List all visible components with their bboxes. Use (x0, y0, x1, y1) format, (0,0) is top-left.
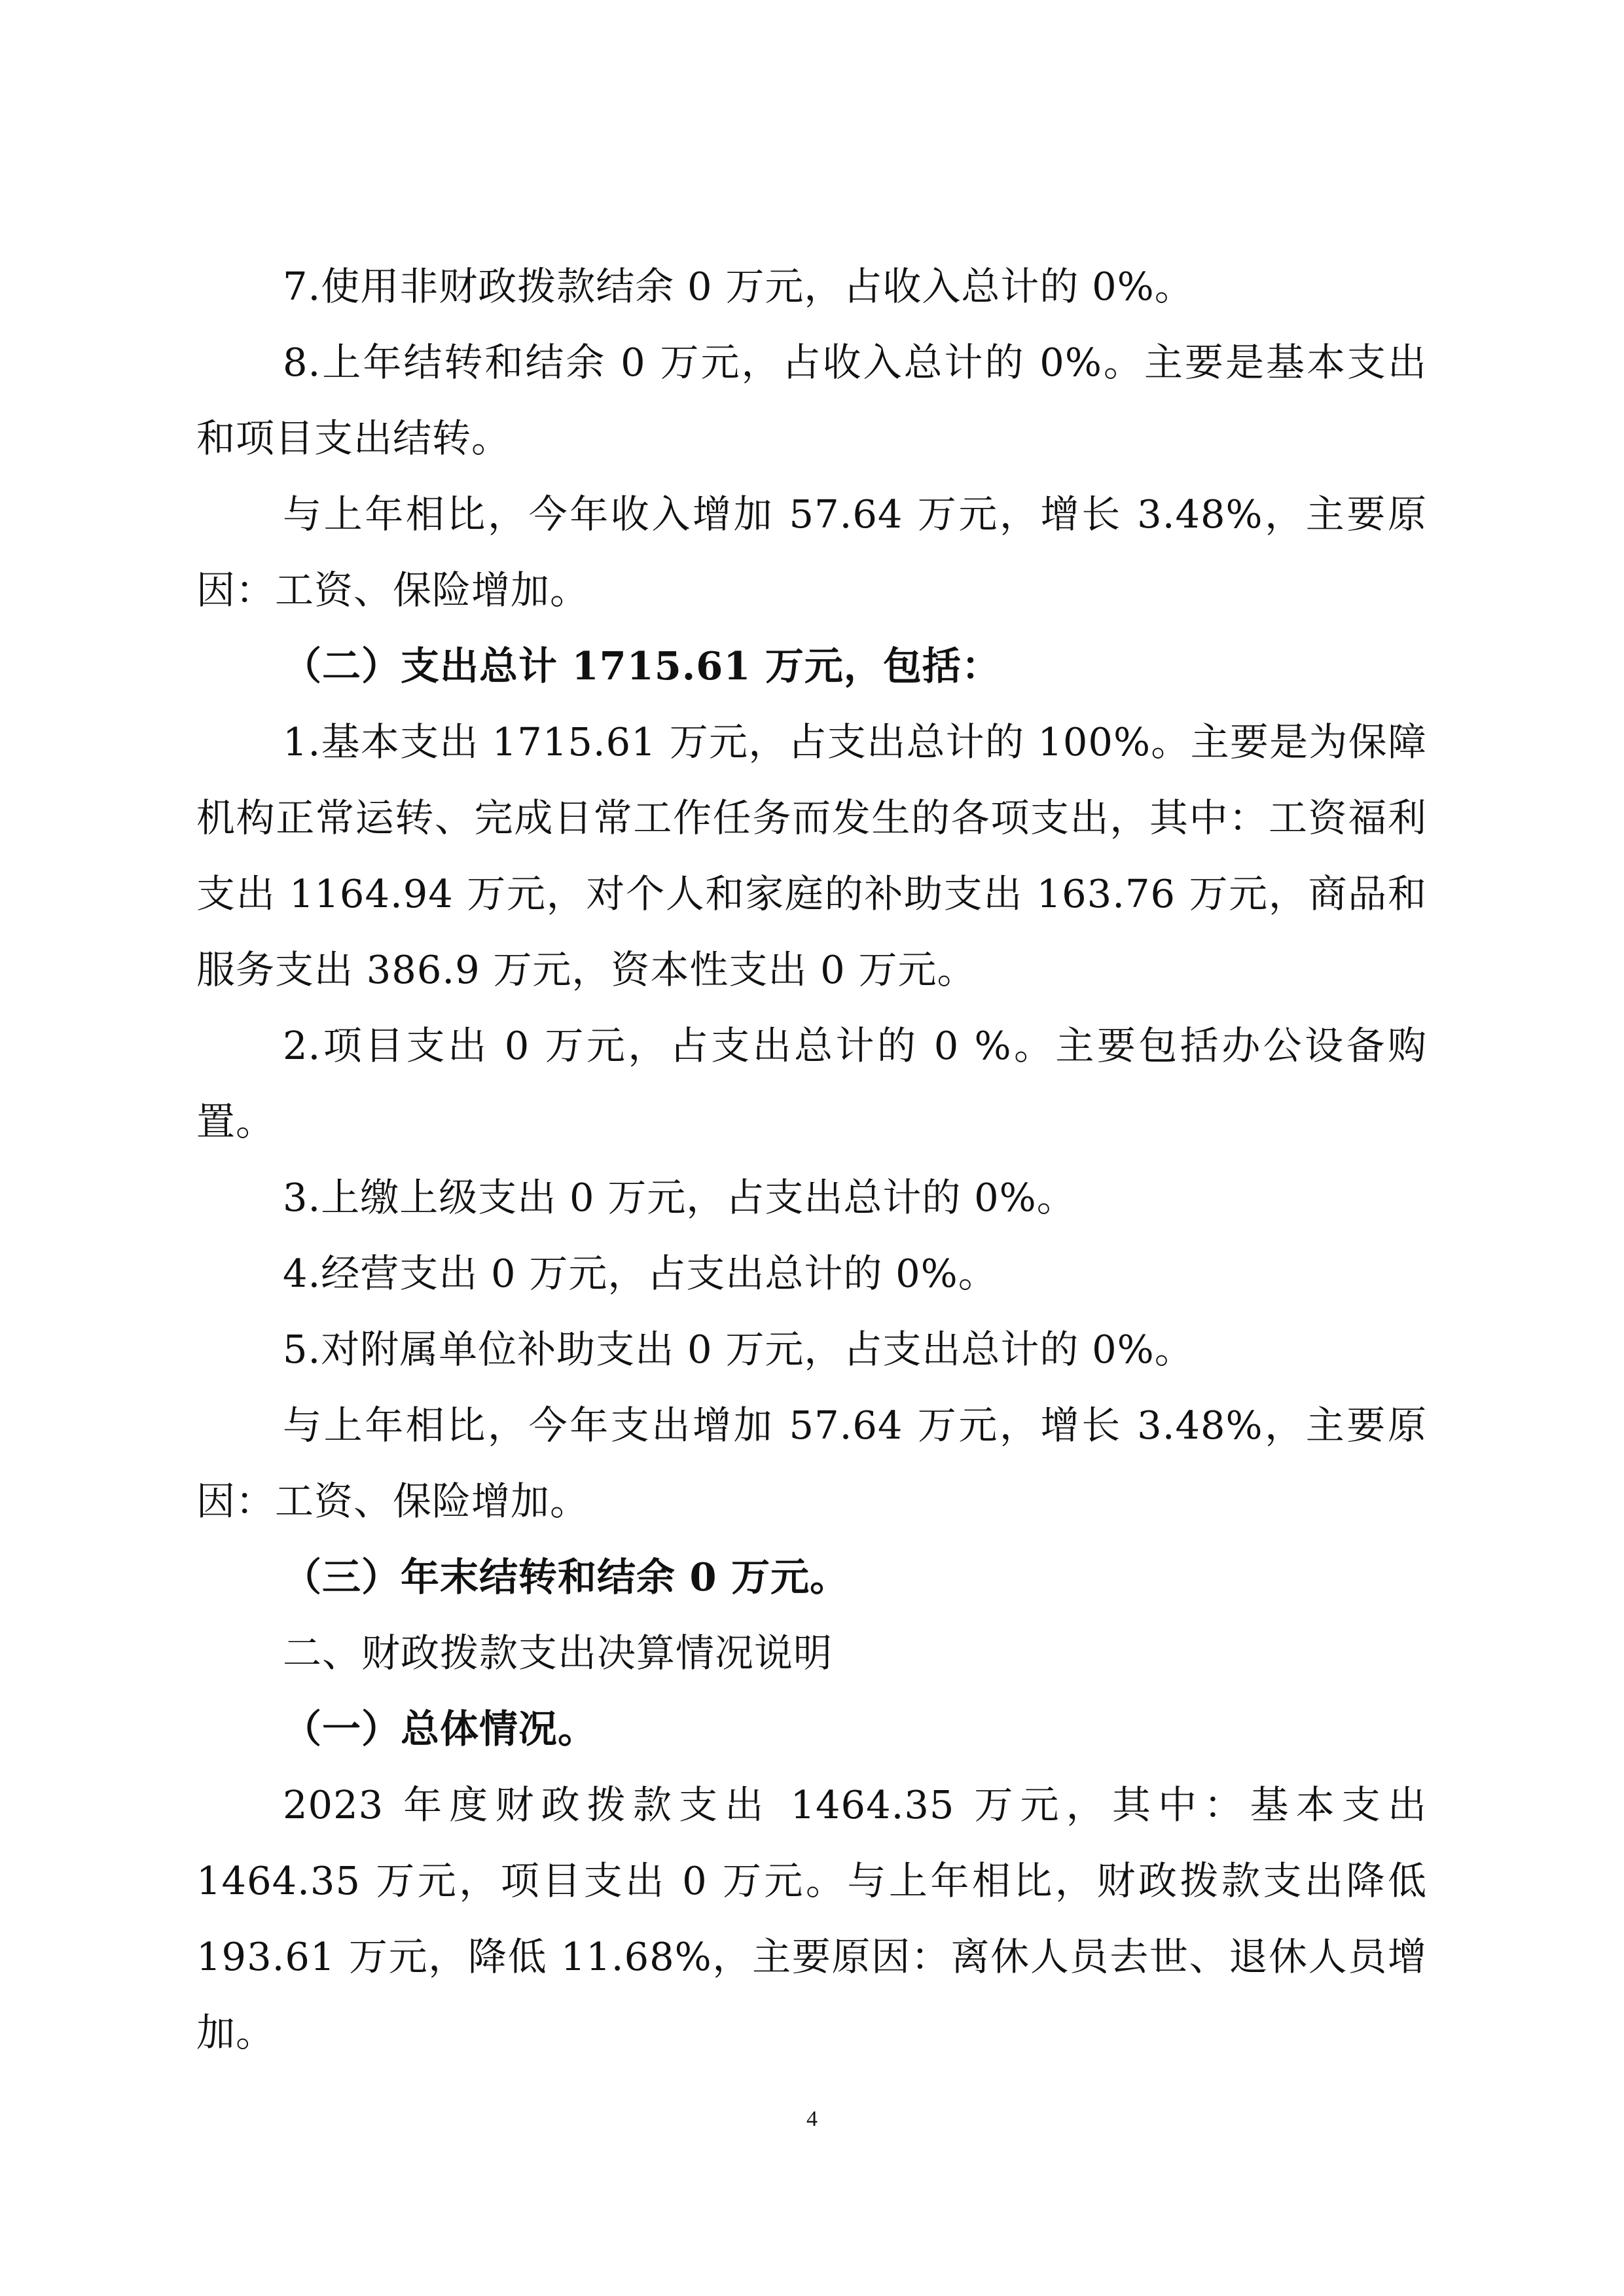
paragraph-item-7: 7.使用非财政拨款结余 0 万元，占收入总计的 0%。 (283, 264, 1194, 309)
paragraph-basic-expenditure: 1.基本支出 1715.61 万元，占支出总计的 100%。主要是为保障机构正常运转、完成日常工作任务而发生的各项支出，其中：工资福利支出 1164.94 万元，对个人和家庭的补助支出 163.76 万元，商品和服务支出 386.9 万元，资本性支出 0 万元。 (196, 719, 1427, 992)
paragraph-expenditure-comparison: 与上年相比，今年支出增加 57.64 万元，增长 3.48%，主要原因：工资、保险增加。 (196, 1403, 1427, 1524)
page-number: 4 (806, 2107, 818, 2131)
paragraph-subsidiary-expenditure: 5.对附属单位补助支出 0 万元，占支出总计的 0%。 (283, 1327, 1194, 1372)
paragraph-project-expenditure: 2.项目支出 0 万元，占支出总计的 0 %。主要包括办公设备购置。 (196, 1023, 1427, 1144)
section-heading-year-end-balance: （三）年末结转和结余 0 万元。 (283, 1554, 850, 1600)
paragraph-income-comparison: 与上年相比，今年收入增加 57.64 万元，增长 3.48%，主要原因：工资、保险增加。 (196, 492, 1427, 613)
section-title-fiscal-appropriation: 二、财政拨款支出决算情况说明 (283, 1630, 833, 1676)
paragraph-remit-expenditure: 3.上缴上级支出 0 万元，占支出总计的 0%。 (283, 1175, 1076, 1220)
section-heading-overview: （一）总体情况。 (283, 1706, 598, 1751)
paragraph-appropriation-summary: 2023 年度财政拨款支出 1464.35 万元，其中：基本支出 1464.35 万元，项目支出 0 万元。与上年相比，财政拨款支出降低 193.61 万元，降低 11.68%，主要原因：离休人员去世、退休人员增加。 (196, 1782, 1427, 2055)
section-heading-expenditure-total: （二）支出总计 1715.61 万元，包括： (283, 643, 1001, 689)
document-body (196, 249, 1427, 2071)
paragraph-item-8: 8.上年结转和结余 0 万元，占收入总计的 0%。主要是基本支出和项目支出结转。 (196, 340, 1427, 461)
paragraph-operating-expenditure: 4.经营支出 0 万元，占支出总计的 0%。 (283, 1251, 998, 1296)
